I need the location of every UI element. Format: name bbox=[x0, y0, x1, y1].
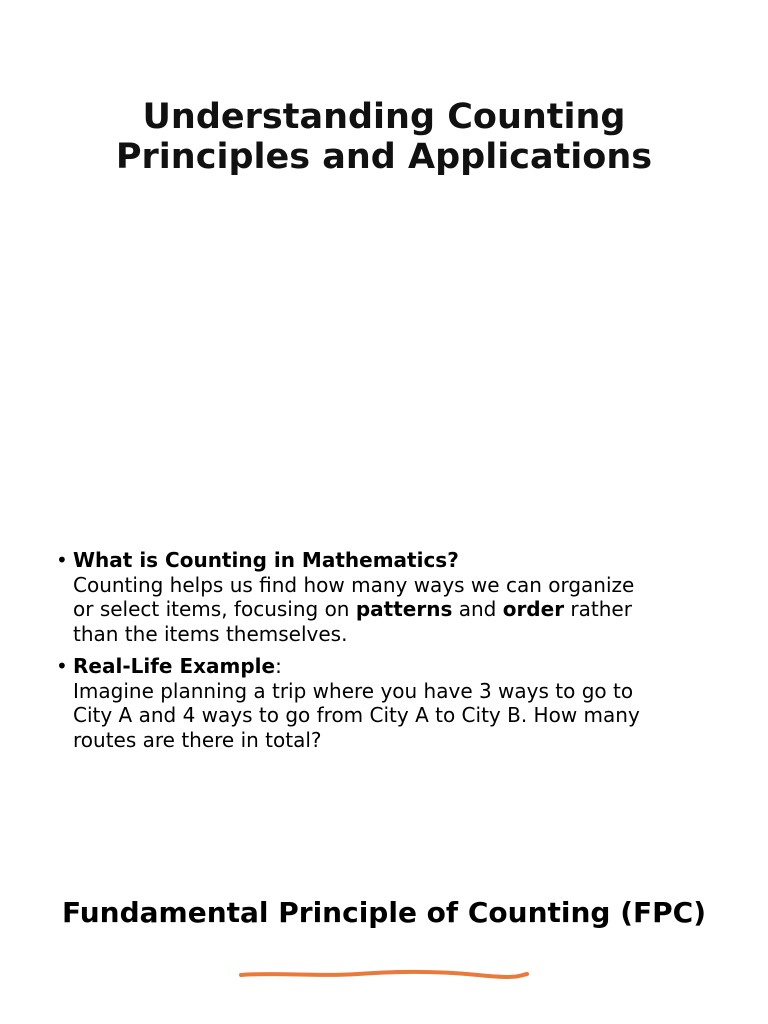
slide-title-line-2: Principles and Applications bbox=[115, 137, 653, 177]
bullet-text-line bbox=[73, 597, 736, 622]
bullet-item-real-life-example bbox=[56, 654, 736, 752]
bullet-heading-line bbox=[73, 654, 736, 679]
bullet-text: and bbox=[452, 597, 503, 621]
bullet-text-line: Imagine planning a trip where you have 3 ways to go to bbox=[73, 678, 634, 703]
bullet-dot-icon: • bbox=[56, 548, 68, 572]
slide-title bbox=[0, 97, 768, 177]
bullet-dot-icon: • bbox=[56, 654, 68, 678]
bullet-list bbox=[56, 548, 736, 760]
bullet-text-line: routes are there in total? bbox=[73, 727, 322, 752]
brush-underline-decoration bbox=[238, 968, 530, 982]
brush-stroke bbox=[241, 972, 527, 977]
bullet-text-line: City A and 4 ways to go from City A to City B. How many bbox=[73, 703, 640, 727]
bullet-heading: What is Counting in Mathematics? bbox=[73, 548, 459, 572]
section-heading: Fundamental Principle of Counting (FPC) bbox=[61, 896, 706, 929]
bullet-heading-suffix: : bbox=[275, 654, 282, 678]
bullet-text-line: Counting helps us find how many ways we can organize bbox=[73, 572, 635, 597]
bullet-text-line: than the items themselves. bbox=[73, 621, 348, 646]
slide-title-line-1: Understanding Counting bbox=[142, 97, 626, 137]
bullet-text: or select items, focusing on bbox=[73, 597, 356, 621]
bullet-item-what-is-counting bbox=[56, 548, 736, 646]
bullet-heading: Real-Life Example bbox=[73, 654, 276, 678]
bullet-text: rather bbox=[564, 597, 632, 621]
bold-term-order: order bbox=[502, 597, 565, 621]
bold-term-patterns: patterns bbox=[355, 597, 453, 621]
